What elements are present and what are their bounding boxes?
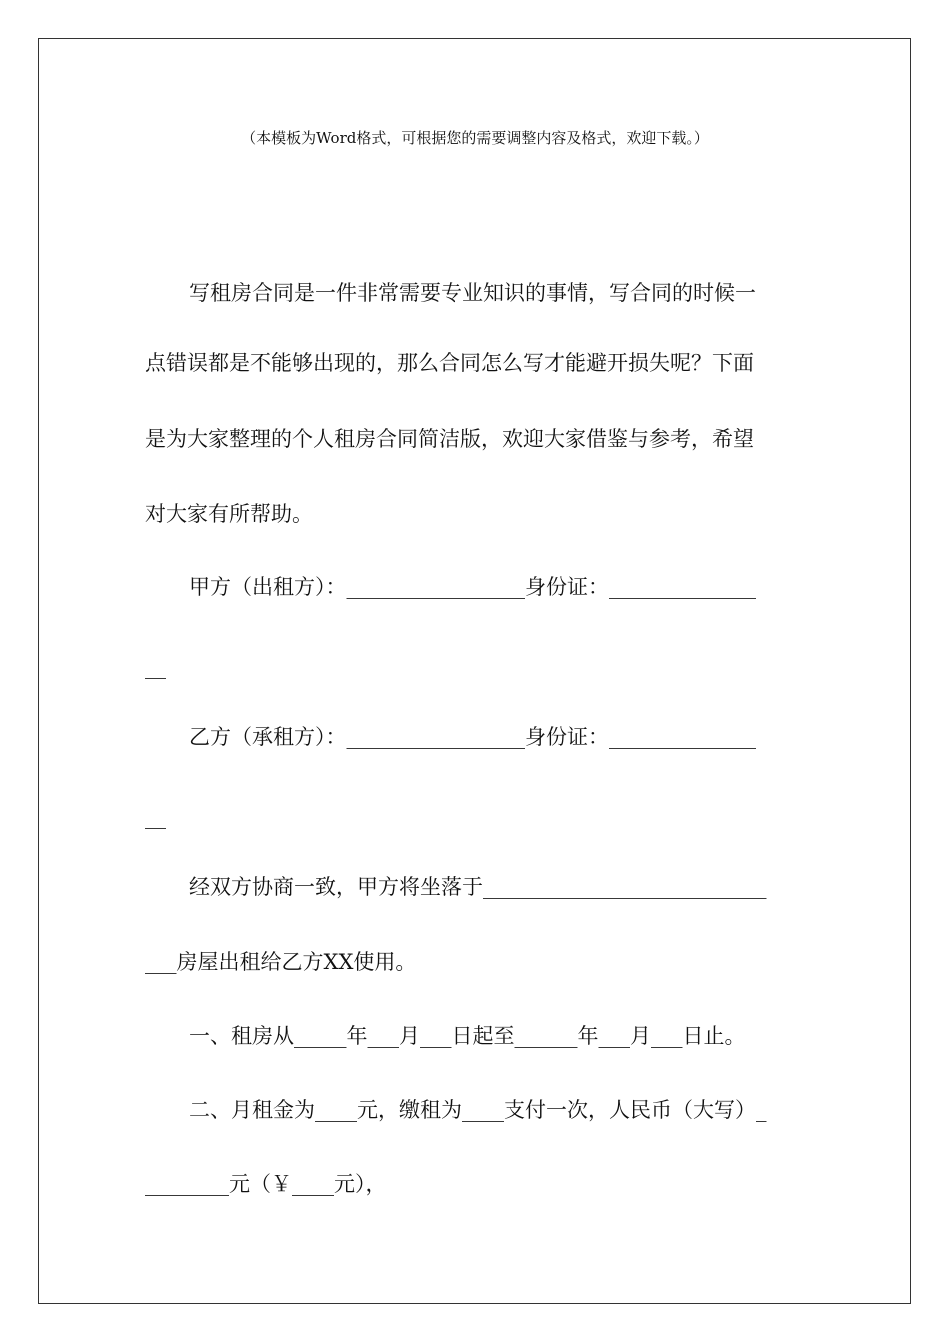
party-a-continuation: __ — [145, 655, 166, 679]
clause-1-term: 一、租房从_____年___月___日起至______年___月___日止。 — [189, 1024, 746, 1048]
party-b-line: 乙方（承租方）：_________________身份证：______________ — [189, 725, 756, 749]
paragraph-line: 写租房合同是一件非常需要专业知识的事情，写合同的时候一 — [189, 281, 756, 305]
clause-2-continuation: ________元（￥____元）， — [145, 1172, 387, 1196]
template-note: （本模板为Word格式，可根据您的需要调整内容及格式，欢迎下载。） — [241, 129, 709, 147]
paragraph-line: 对大家有所帮助。 — [145, 502, 313, 526]
paragraph-line: 是为大家整理的个人租房合同简洁版，欢迎大家借鉴与参考，希望 — [145, 427, 754, 451]
party-a-line: 甲方（出租方）：_________________身份证：______________ — [189, 575, 756, 599]
clause-2-rent: 二、月租金为____元，缴租为____支付一次，人民币（大写）_ — [189, 1098, 767, 1122]
property-location-continuation: ___房屋出租给乙方XX使用。 — [145, 950, 417, 974]
paragraph-line: 点错误都是不能够出现的，那么合同怎么写才能避开损失呢？下面 — [145, 351, 754, 375]
party-b-continuation: __ — [145, 805, 166, 829]
property-location-line: 经双方协商一致，甲方将坐落于___________________________ — [189, 875, 767, 899]
